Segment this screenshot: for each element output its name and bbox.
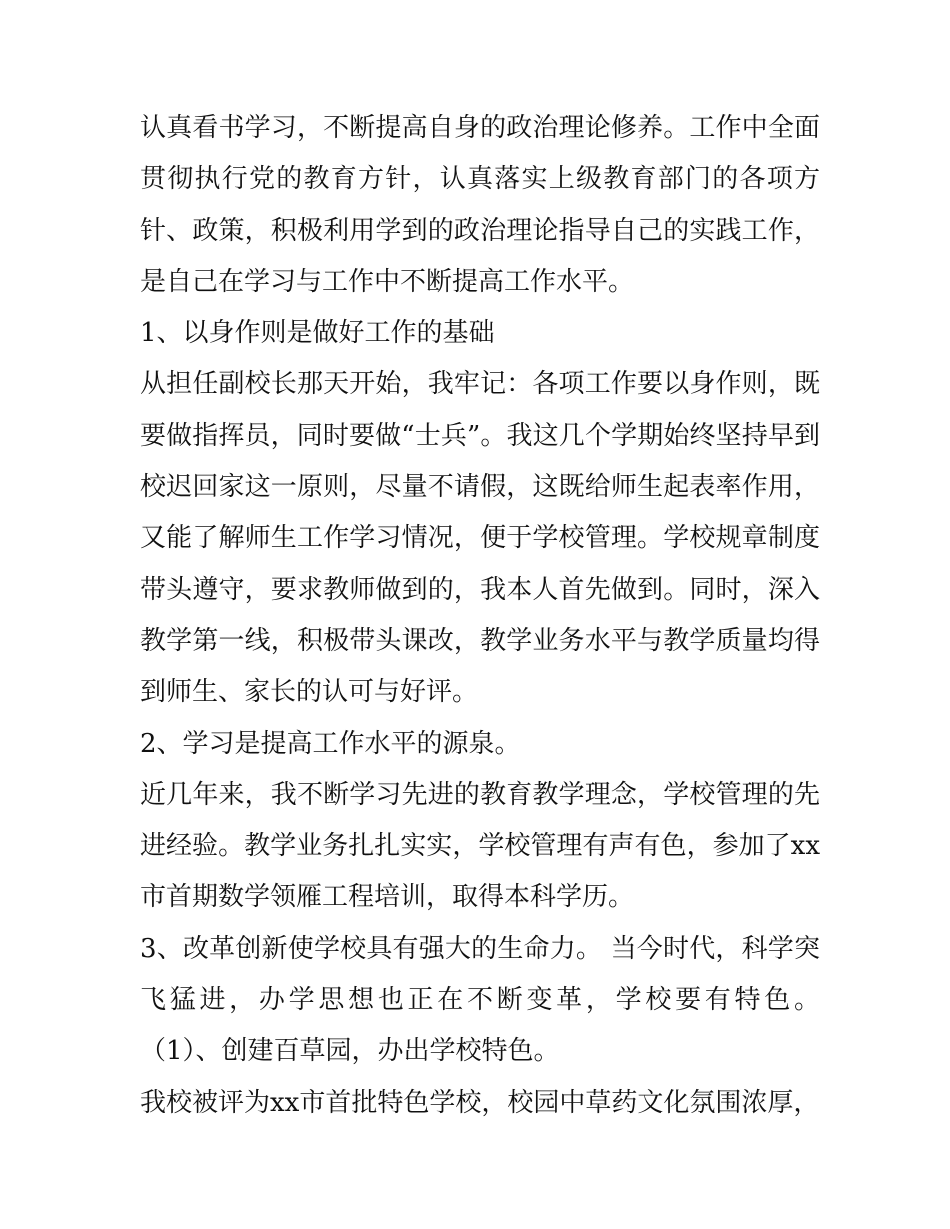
paragraph-featured-school: 我校被评为xx市首批特色学校，校园中草药文化氛围浓厚，	[140, 1087, 820, 1118]
paragraph-vice-principal-duties: 从担任副校长那天开始，我牢记：各项工作要以身作则，既要做指挥员，同时要做“士兵”。我这几个学期始终坚持早到校迟回家这一原则，尽量不请假，这既给师生起表率作用，又能了解师生工作学习情况，便于学校管理。学校规章制度带头遵守，要求教师做到的，我本人首先做到。同时，深入教学第一线，积极带头课改，教学业务水平与教学质量均得到师生、家长的认可与好评。	[140, 369, 820, 708]
paragraph-political-study: 认真看书学习，不断提高自身的政治理论修养。工作中全面贯彻执行党的教育方针，认真落实上级教育部门的各项方针、政策，积极利用学到的政治理论指导自己的实践工作，是自己在学习与工作中不断提高工作水平。	[140, 113, 820, 297]
heading-learning-source: 2、学习是提高工作水平的源泉。	[140, 728, 521, 759]
heading-reform-innovation: 3、改革创新使学校具有强大的生命力。 当今时代，科学突飞猛进，办学思想也正在不断变革，学校要有特色。 （1）、创建百草园，办出学校特色。	[140, 933, 820, 1067]
document-body	[140, 103, 820, 1129]
heading-lead-by-example: 1、以身作则是做好工作的基础	[140, 318, 495, 349]
paragraph-recent-learning: 近几年来，我不断学习先进的教育教学理念，学校管理的先进经验。教学业务扎扎实实，学校管理有声有色，参加了xx市首期数学领雁工程培训，取得本科学历。	[140, 779, 820, 913]
